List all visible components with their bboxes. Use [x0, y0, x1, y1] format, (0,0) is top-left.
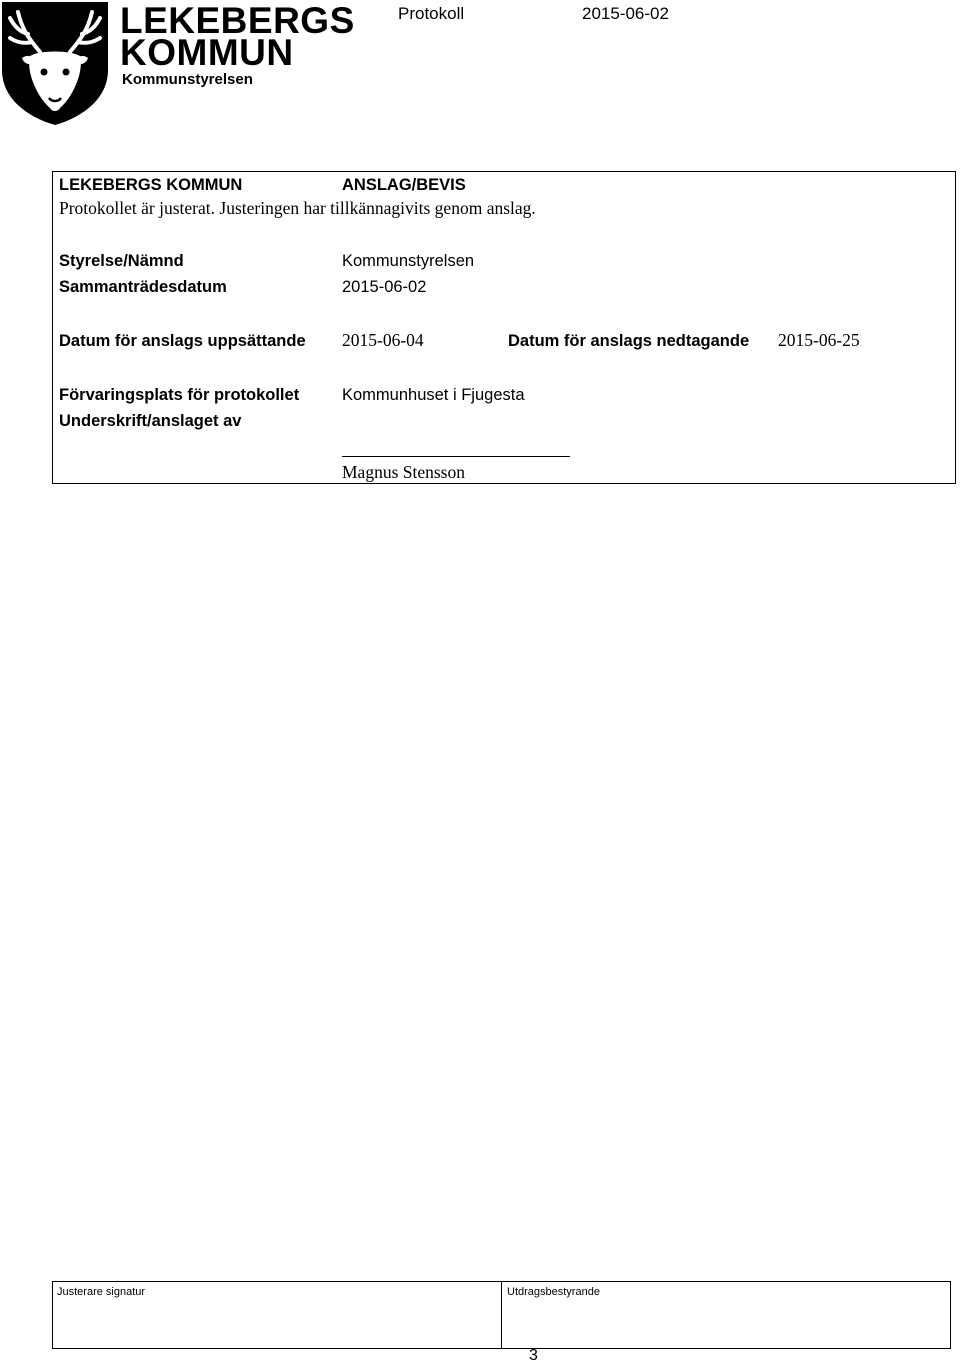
signature-label: Underskrift/anslaget av [59, 412, 242, 430]
notice-statement: Protokollet är justerat. Justeringen har tillkännagivits genom anslag. [59, 198, 536, 218]
signature-line [342, 456, 570, 457]
board-label: Styrelse/Nämnd [59, 252, 184, 270]
storage-value: Kommunhuset i Fjugesta [342, 386, 525, 404]
deer-crest-icon [0, 0, 110, 126]
logo-subtitle: Kommunstyrelsen [122, 71, 253, 88]
removed-date-value: 2015-06-25 [778, 330, 860, 350]
footer-left-label: Justerare signatur [57, 1286, 146, 1298]
meeting-date-label: Sammanträdesdatum [59, 278, 227, 296]
posted-date-label: Datum för anslags uppsättande [59, 332, 306, 350]
footer-right-label: Utdragsbestyrande [507, 1286, 600, 1298]
logo-text-kommun: KOMMUN [120, 32, 294, 73]
meeting-date-value: 2015-06-02 [342, 278, 427, 296]
signature-name: Magnus Stensson [342, 462, 465, 482]
footer-divider [501, 1281, 502, 1349]
posted-date-value: 2015-06-04 [342, 330, 424, 350]
header-doc-type: Protokoll [398, 4, 465, 23]
board-value: Kommunstyrelsen [342, 252, 475, 270]
org-name: LEKEBERGS KOMMUN [59, 176, 243, 194]
logo-text-lekebergs: LEKEBERGS [120, 0, 355, 41]
header-date: 2015-06-02 [582, 4, 669, 23]
removed-date-label: Datum för anslags nedtagande [508, 332, 750, 350]
storage-label: Förvaringsplats för protokollet [59, 386, 300, 404]
notice-title: ANSLAG/BEVIS [342, 176, 466, 194]
page-number: 3 [529, 1347, 538, 1364]
